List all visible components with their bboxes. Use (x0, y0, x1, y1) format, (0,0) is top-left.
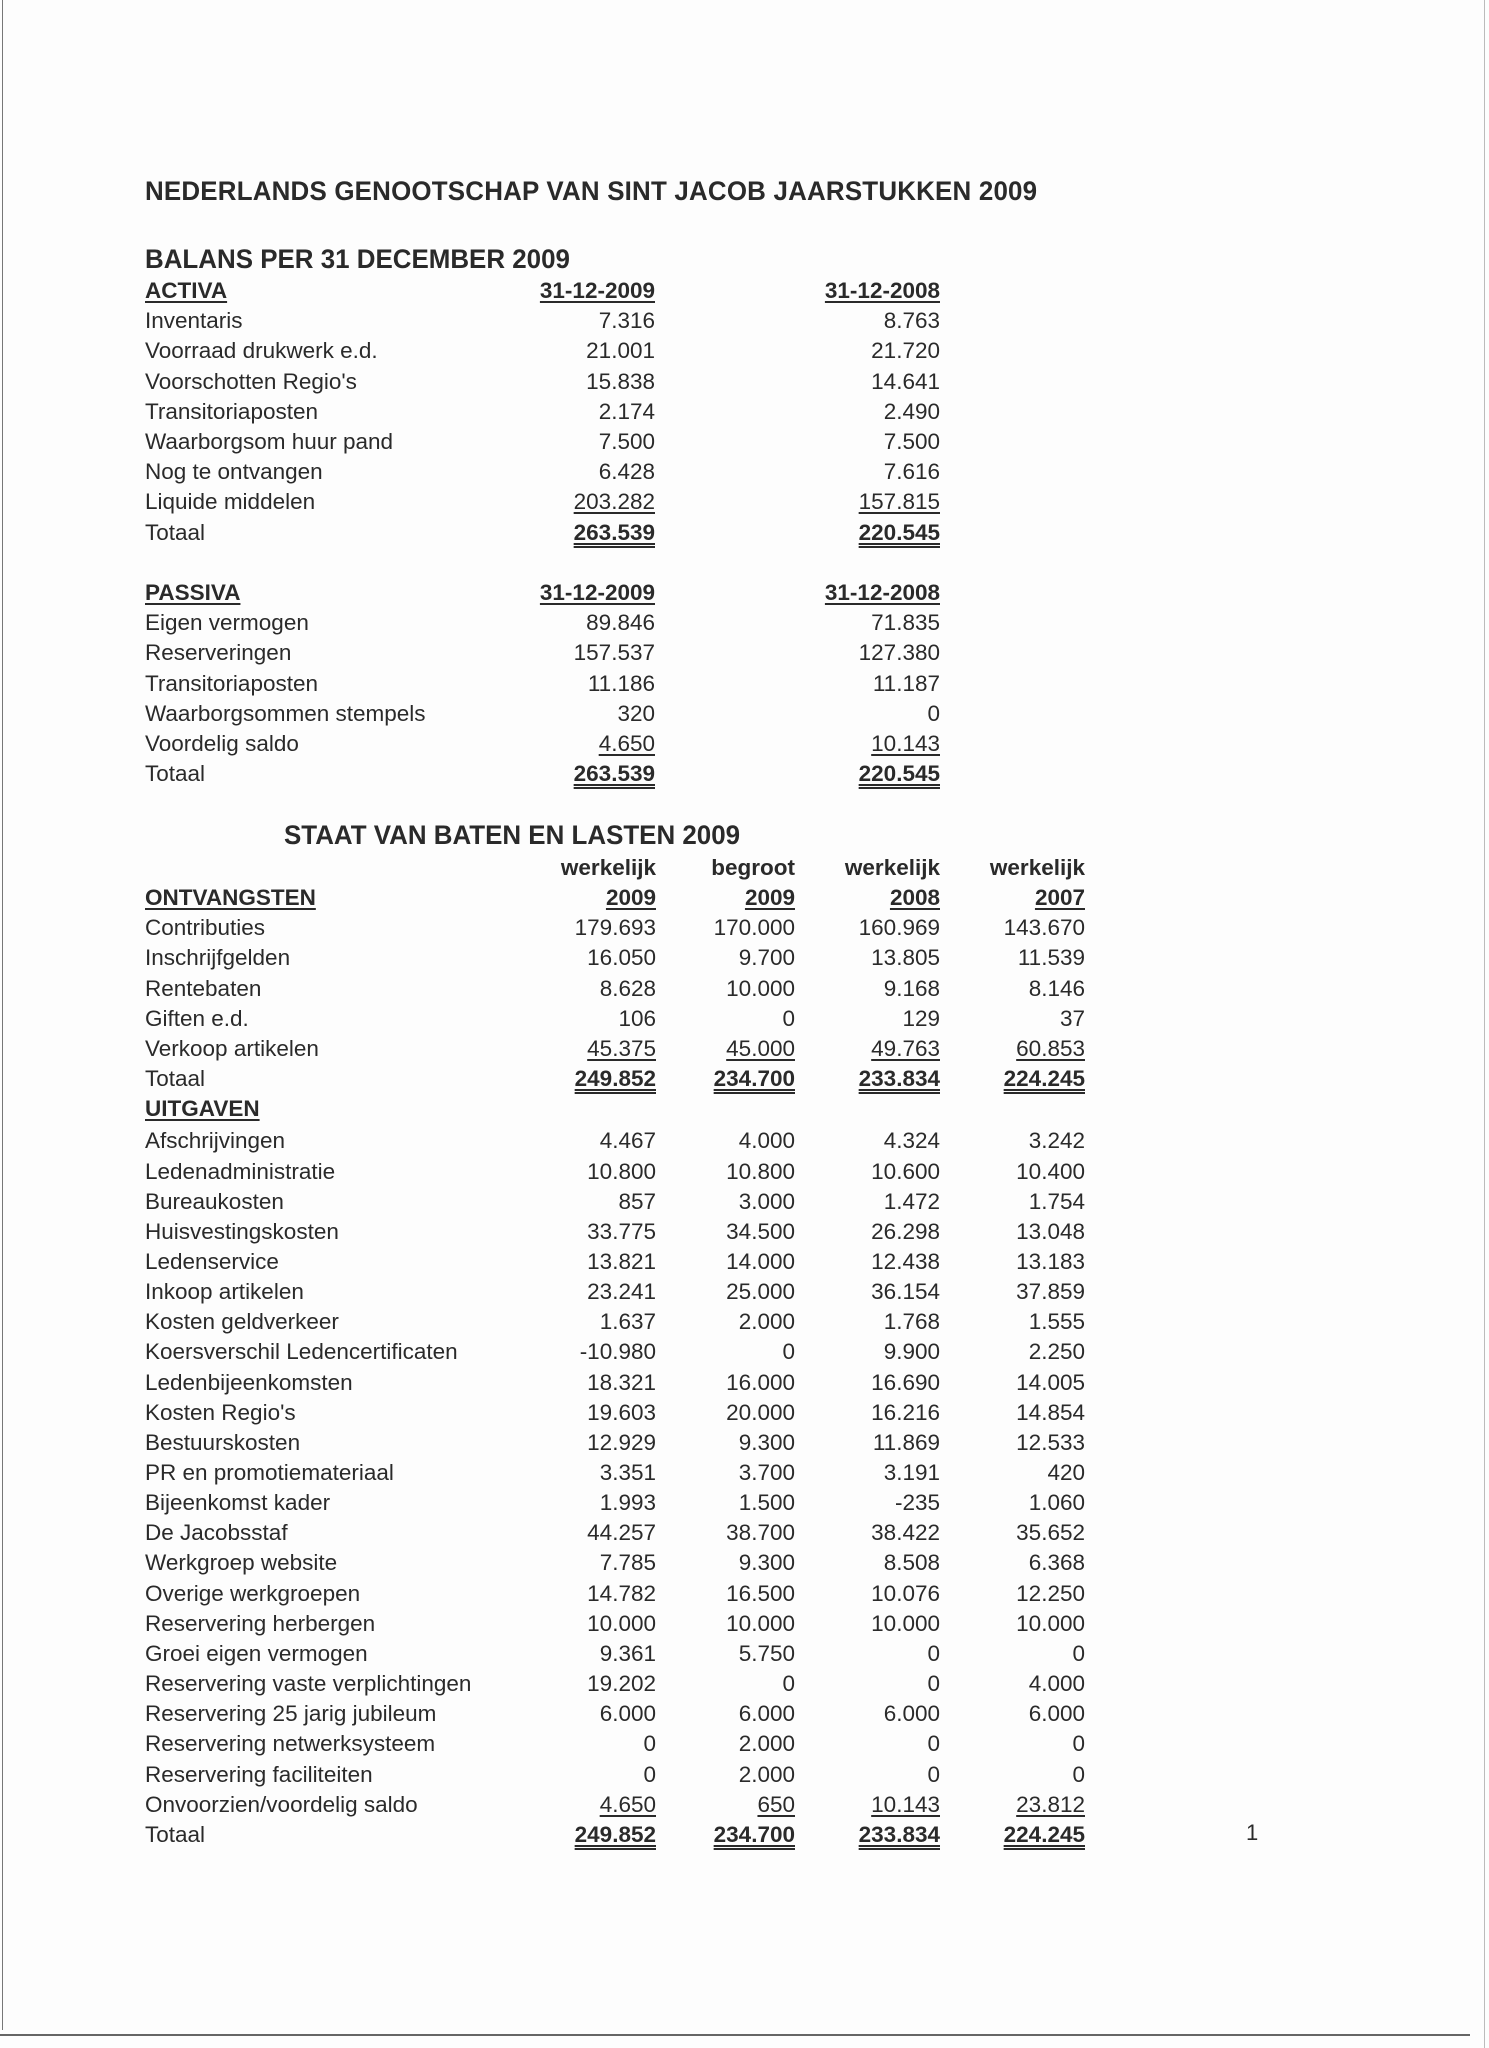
total-value: 249.852 (574, 1066, 656, 1092)
row-value: 1.637 (599, 1309, 656, 1335)
row-value: 20.000 (726, 1399, 795, 1425)
row-label: Reservering 25 jarig jubileum (145, 1701, 437, 1727)
column-year-header: 2009 (744, 885, 795, 911)
row-value: 160.969 (858, 915, 940, 941)
row-value: 7.785 (599, 1550, 656, 1576)
row-value: 0 (1072, 1731, 1085, 1757)
value-2009: 89.846 (586, 610, 655, 636)
column-type-header: werkelijk (844, 855, 940, 880)
row-label: Huisvestingskosten (145, 1218, 339, 1244)
row-value: 45.375 (587, 1035, 656, 1061)
row-value: 5.750 (738, 1640, 795, 1666)
row-value: 10.000 (587, 1610, 656, 1636)
row-value: 0 (782, 1339, 795, 1365)
row-value: 1.993 (599, 1490, 656, 1516)
row-label: Waarborgsommen stempels (145, 700, 426, 726)
value-2009: 157.537 (573, 640, 655, 666)
value-2008: 157.815 (858, 489, 940, 515)
column-type-header: begroot (711, 855, 795, 880)
value-2009: 2.174 (598, 398, 655, 424)
value-2009: 6.428 (598, 459, 655, 485)
row-label: Bestuurskosten (145, 1429, 301, 1455)
row-label: Ledenadministratie (145, 1158, 336, 1184)
row-value: 37 (1059, 1005, 1085, 1031)
row-label: Inkoop artikelen (145, 1279, 304, 1305)
row-value: 13.048 (1016, 1218, 1085, 1244)
row-value: 35.652 (1016, 1520, 1085, 1546)
value-2009: 21.001 (586, 338, 655, 364)
row-value: 14.854 (1016, 1399, 1085, 1425)
row-value: 0 (643, 1761, 656, 1787)
row-value: 16.050 (587, 945, 656, 971)
value-2009: 4.650 (598, 731, 655, 756)
row-value: 1.555 (1028, 1309, 1085, 1335)
total-2009: 263.539 (573, 519, 655, 545)
row-value: 10.000 (1016, 1610, 1085, 1636)
value-2008: 7.616 (883, 459, 940, 485)
row-label: Onvoorzien/voordelig saldo (145, 1791, 418, 1817)
row-value: 2.000 (738, 1731, 795, 1757)
value-2008: 11.187 (872, 670, 940, 696)
row-value: 25.000 (726, 1279, 795, 1305)
row-value: 49.763 (871, 1035, 940, 1061)
row-label: Inschrijfgelden (145, 945, 291, 971)
row-value: 9.168 (883, 975, 940, 1001)
row-value: 8.628 (599, 975, 656, 1001)
row-value: 179.693 (574, 915, 656, 941)
row-label: Overige werkgroepen (145, 1580, 361, 1606)
row-label: Kosten geldverkeer (145, 1309, 339, 1335)
row-label: Voorraad drukwerk e.d. (145, 338, 378, 364)
row-value: 10.400 (1016, 1158, 1085, 1184)
row-value: 4.467 (599, 1128, 656, 1154)
total-value: 224.245 (1003, 1821, 1085, 1847)
row-value: 18.321 (587, 1369, 656, 1395)
row-label: Rentebaten (145, 975, 262, 1001)
row-value: 4.650 (599, 1791, 656, 1817)
row-value: 14.000 (726, 1248, 795, 1274)
row-label: Waarborgsom huur pand (145, 429, 394, 454)
total-value: 234.700 (713, 1821, 795, 1847)
row-value: 1.060 (1028, 1490, 1085, 1516)
row-value: 38.700 (726, 1520, 795, 1546)
activa-header: ACTIVA (145, 278, 228, 303)
balans-title: BALANS PER 31 DECEMBER 2009 (145, 244, 570, 274)
row-value: 10.000 (871, 1610, 940, 1636)
row-value: 14.005 (1016, 1369, 1085, 1395)
row-value: 34.500 (726, 1218, 795, 1244)
value-2009: 7.316 (598, 308, 655, 334)
value-2008: 0 (927, 700, 940, 726)
activa-col-2009: 31-12-2009 (539, 278, 655, 303)
row-value: 11.869 (872, 1429, 940, 1455)
row-label: Giften e.d. (145, 1005, 249, 1031)
row-value: 19.202 (587, 1671, 656, 1697)
row-value: 1.754 (1028, 1188, 1085, 1214)
row-label: Voordelig saldo (145, 731, 299, 756)
column-type-header: werkelijk (989, 855, 1085, 880)
row-value: 0 (782, 1005, 795, 1031)
row-value: 170.000 (713, 915, 795, 941)
row-label: Werkgroep website (145, 1550, 338, 1576)
row-label: Reservering netwerksysteem (145, 1731, 436, 1757)
total-value: 233.834 (858, 1821, 940, 1847)
row-value: -10.980 (579, 1339, 656, 1365)
row-value: -235 (894, 1490, 940, 1516)
row-value: 0 (927, 1671, 940, 1697)
row-value: 14.782 (587, 1580, 656, 1606)
value-2008: 127.380 (858, 640, 940, 666)
row-value: 2.000 (738, 1309, 795, 1335)
row-value: 26.298 (871, 1218, 940, 1244)
row-value: 6.000 (883, 1701, 940, 1727)
row-label: Reserveringen (145, 640, 292, 666)
row-value: 16.000 (726, 1369, 795, 1395)
row-label: Reservering vaste verplichtingen (145, 1671, 472, 1697)
row-label: Koersverschil Ledencertificaten (145, 1339, 458, 1365)
row-value: 11.539 (1017, 945, 1085, 971)
scan-edge-bottom (0, 2034, 1470, 2036)
row-label: Transitoriaposten (145, 398, 319, 424)
row-value: 38.422 (871, 1520, 940, 1546)
row-value: 12.438 (871, 1248, 940, 1274)
row-value: 9.300 (738, 1429, 795, 1455)
value-2008: 2.490 (883, 398, 940, 424)
row-value: 6.000 (599, 1701, 656, 1727)
value-2009: 320 (617, 700, 655, 726)
row-value: 4.000 (738, 1128, 795, 1154)
row-value: 3.000 (738, 1188, 795, 1214)
value-2008: 21.720 (871, 338, 940, 364)
row-label: Nog te ontvangen (145, 459, 323, 485)
column-year-header: 2009 (605, 885, 656, 911)
row-value: 1.768 (883, 1309, 940, 1335)
row-label: Verkoop artikelen (145, 1035, 319, 1061)
value-2008: 7.500 (883, 429, 940, 454)
row-value: 44.257 (587, 1520, 656, 1546)
row-value: 1.500 (738, 1490, 795, 1516)
total-value: 224.245 (1003, 1066, 1085, 1092)
value-2008: 8.763 (883, 308, 940, 334)
total-label: Totaal (145, 761, 206, 787)
row-label: Reservering herbergen (145, 1610, 376, 1636)
row-value: 12.533 (1016, 1429, 1085, 1455)
row-value: 9.300 (738, 1550, 795, 1576)
value-2008: 71.835 (871, 610, 940, 636)
row-value: 3.191 (883, 1460, 940, 1485)
row-value: 10.000 (726, 975, 795, 1001)
row-value: 37.859 (1016, 1279, 1085, 1305)
column-type-header: werkelijk (560, 855, 656, 880)
uitgaven-header: UITGAVEN (145, 1096, 260, 1122)
row-value: 4.000 (1028, 1671, 1085, 1697)
row-value: 19.603 (587, 1399, 656, 1425)
row-label: Groei eigen vermogen (145, 1640, 368, 1666)
scan-edge-left (2, 0, 3, 2030)
column-year-header: 2007 (1034, 885, 1085, 911)
document-title: NEDERLANDS GENOOTSCHAP VAN SINT JACOB JAARSTUKKEN 2009 (145, 176, 1038, 206)
value-2008: 10.143 (871, 731, 940, 756)
total-label: Totaal (145, 519, 206, 545)
row-value: 650 (757, 1791, 795, 1817)
row-label: Ledenbijeenkomsten (145, 1369, 353, 1395)
row-value: 16.500 (726, 1580, 795, 1606)
row-value: 13.183 (1016, 1248, 1085, 1274)
row-value: 23.812 (1016, 1791, 1085, 1817)
value-2009: 7.500 (598, 429, 655, 454)
row-value: 9.700 (738, 945, 795, 971)
row-value: 106 (618, 1005, 656, 1031)
row-label: Inventaris (145, 308, 243, 334)
total-2009: 263.539 (573, 761, 655, 787)
row-value: 129 (902, 1005, 940, 1031)
row-value: 0 (782, 1671, 795, 1697)
row-label: De Jacobsstaf (145, 1520, 288, 1546)
row-label: Bureaukosten (145, 1188, 284, 1214)
row-value: 23.241 (587, 1279, 656, 1305)
row-value: 10.600 (871, 1158, 940, 1184)
total-2008: 220.545 (858, 519, 940, 545)
row-value: 3.700 (738, 1460, 795, 1485)
row-label: Afschrijvingen (145, 1128, 286, 1154)
row-value: 9.900 (883, 1339, 940, 1365)
row-value: 16.216 (871, 1399, 940, 1425)
row-label: Transitoriaposten (145, 670, 319, 696)
value-2009: 11.186 (587, 670, 655, 696)
row-value: 0 (927, 1640, 940, 1666)
scan-edge-right (1484, 0, 1485, 2048)
row-value: 36.154 (871, 1279, 940, 1305)
row-value: 4.324 (883, 1128, 940, 1154)
row-label: Ledenservice (145, 1248, 279, 1274)
row-value: 12.929 (587, 1429, 656, 1455)
passiva-col-2009: 31-12-2009 (539, 580, 655, 605)
passiva-col-2008: 31-12-2008 (824, 580, 940, 605)
row-value: 0 (927, 1731, 940, 1757)
row-label: Eigen vermogen (145, 610, 309, 636)
row-value: 143.670 (1003, 915, 1085, 941)
row-value: 10.800 (726, 1158, 795, 1184)
row-value: 0 (643, 1731, 656, 1757)
value-2008: 14.641 (871, 368, 940, 394)
row-value: 9.361 (599, 1640, 656, 1666)
row-value: 8.146 (1028, 975, 1085, 1001)
row-value: 420 (1047, 1460, 1085, 1485)
total-value: 234.700 (713, 1066, 795, 1092)
row-value: 6.000 (738, 1701, 795, 1727)
activa-col-2008: 31-12-2008 (824, 278, 940, 303)
row-value: 3.242 (1028, 1128, 1085, 1154)
row-value: 60.853 (1016, 1035, 1085, 1061)
row-value: 33.775 (587, 1218, 656, 1244)
row-value: 10.800 (587, 1158, 656, 1184)
row-value: 3.351 (599, 1460, 656, 1485)
row-value: 16.690 (871, 1369, 940, 1395)
row-label: Reservering faciliteiten (145, 1761, 373, 1787)
row-label: PR en promotiemateriaal (145, 1460, 394, 1485)
row-label: Voorschotten Regio's (145, 368, 357, 394)
row-value: 13.805 (871, 945, 940, 971)
row-label: Kosten Regio's (145, 1399, 296, 1425)
total-label: Totaal (145, 1821, 206, 1847)
row-value: 10.000 (726, 1610, 795, 1636)
page-number: 1 (1246, 1820, 1259, 1845)
total-value: 233.834 (858, 1066, 940, 1092)
ontvangsten-header: ONTVANGSTEN (145, 885, 316, 911)
row-value: 45.000 (726, 1035, 795, 1061)
row-value: 13.821 (587, 1248, 656, 1274)
value-2009: 15.838 (586, 368, 655, 394)
total-2008: 220.545 (858, 761, 940, 787)
row-value: 2.250 (1028, 1339, 1085, 1365)
row-value: 6.000 (1028, 1701, 1085, 1727)
row-value: 0 (1072, 1761, 1085, 1787)
row-label: Liquide middelen (145, 489, 316, 515)
row-value: 6.368 (1028, 1550, 1085, 1576)
row-label: Bijeenkomst kader (145, 1490, 331, 1516)
row-value: 10.076 (871, 1580, 940, 1606)
row-value: 857 (618, 1188, 656, 1214)
row-value: 0 (927, 1761, 940, 1787)
total-label: Totaal (145, 1066, 206, 1092)
row-value: 10.143 (871, 1791, 940, 1817)
column-year-header: 2008 (889, 885, 940, 911)
row-value: 12.250 (1016, 1580, 1085, 1606)
value-2009: 203.282 (573, 489, 655, 515)
passiva-header: PASSIVA (145, 580, 241, 605)
row-value: 2.000 (738, 1761, 795, 1787)
staat-title: STAAT VAN BATEN EN LASTEN 2009 (284, 820, 741, 850)
row-label: Contributies (145, 915, 266, 941)
row-value: 0 (1072, 1640, 1085, 1666)
row-value: 8.508 (883, 1550, 940, 1576)
total-value: 249.852 (574, 1821, 656, 1847)
row-value: 1.472 (883, 1188, 940, 1214)
